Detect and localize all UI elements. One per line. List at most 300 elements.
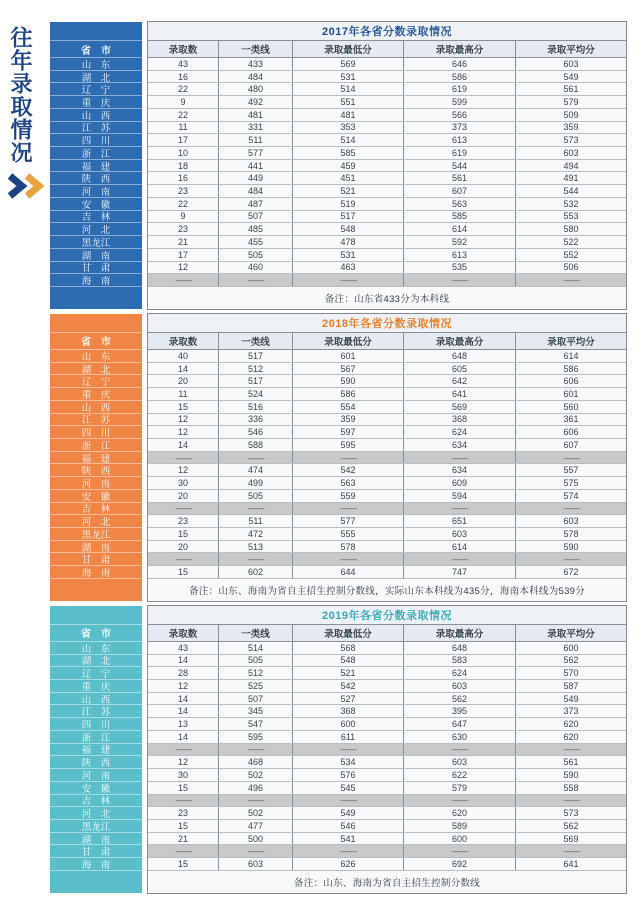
score-cell: 474 bbox=[219, 464, 293, 476]
score-cell: 12 bbox=[148, 464, 219, 476]
province-cell: 安 徽 bbox=[50, 782, 142, 795]
score-cell: 14 bbox=[148, 731, 219, 743]
province-cell: 山 东 bbox=[50, 350, 142, 363]
table-row bbox=[148, 236, 626, 249]
sidebar bbox=[6, 26, 48, 204]
province-cell: 河 南 bbox=[50, 185, 142, 198]
score-cell: 561 bbox=[404, 172, 516, 184]
province-cell: 浙 江 bbox=[50, 439, 142, 452]
table-row bbox=[148, 211, 626, 224]
table-row bbox=[148, 198, 626, 211]
score-cell: 646 bbox=[404, 58, 516, 70]
score-cell: 601 bbox=[516, 388, 626, 400]
province-cell: 甘 肃 bbox=[50, 845, 142, 858]
score-cell: —— bbox=[516, 452, 626, 464]
score-cell: 459 bbox=[293, 160, 404, 172]
score-cell: 560 bbox=[516, 401, 626, 413]
table-row bbox=[148, 363, 626, 376]
score-cell: 588 bbox=[219, 439, 293, 451]
score-cell: 562 bbox=[516, 655, 626, 667]
table-row bbox=[148, 439, 626, 452]
score-cell: 607 bbox=[516, 439, 626, 451]
table-row bbox=[148, 731, 626, 744]
score-cell: 368 bbox=[404, 414, 516, 426]
score-cell: 603 bbox=[219, 858, 293, 870]
province-cell: 山 东 bbox=[50, 58, 142, 71]
column-header: 一类线 bbox=[219, 41, 293, 57]
score-cell: 517 bbox=[293, 211, 404, 223]
province-header-cell: 省 市 bbox=[50, 625, 142, 642]
province-cell: 黑龙江 bbox=[50, 528, 142, 541]
province-cell: 山 西 bbox=[50, 693, 142, 706]
table-row bbox=[148, 426, 626, 439]
score-cell: 546 bbox=[293, 820, 404, 832]
score-cell: 607 bbox=[404, 185, 516, 197]
score-cell: 585 bbox=[293, 147, 404, 159]
score-cell: —— bbox=[516, 845, 626, 857]
score-cell: 15 bbox=[148, 528, 219, 540]
score-cell: 14 bbox=[148, 363, 219, 375]
table-row bbox=[148, 553, 626, 566]
score-cell: 569 bbox=[293, 58, 404, 70]
score-cell: 619 bbox=[404, 147, 516, 159]
score-cell: —— bbox=[404, 795, 516, 807]
score-cell: 583 bbox=[404, 655, 516, 667]
score-cell: 359 bbox=[293, 414, 404, 426]
score-cell: 13 bbox=[148, 718, 219, 730]
score-cell: 23 bbox=[148, 223, 219, 235]
score-cell: 12 bbox=[148, 262, 219, 274]
score-cell: 567 bbox=[293, 363, 404, 375]
score-cell: 455 bbox=[219, 236, 293, 248]
table-row bbox=[148, 680, 626, 693]
score-cell: 620 bbox=[404, 807, 516, 819]
table-title: 2018年各省分数录取情况 bbox=[148, 314, 626, 332]
strip-note-spacer bbox=[50, 579, 142, 601]
score-cell: 585 bbox=[404, 211, 516, 223]
score-cell: 557 bbox=[516, 464, 626, 476]
score-cell: —— bbox=[293, 845, 404, 857]
score-cell: 20 bbox=[148, 490, 219, 502]
province-cell: 吉 林 bbox=[50, 211, 142, 224]
score-cell: 514 bbox=[219, 642, 293, 654]
table-row bbox=[148, 83, 626, 96]
table-row bbox=[148, 693, 626, 706]
table-note: 备注：山东、海南为省自主招生控制分数线，实际山东本科线为435分，海南本科线为539分 bbox=[148, 579, 626, 601]
score-cell: 594 bbox=[404, 490, 516, 502]
score-cell: 573 bbox=[516, 807, 626, 819]
province-cell: 陕 西 bbox=[50, 464, 142, 477]
table-row bbox=[148, 528, 626, 541]
table-row bbox=[148, 769, 626, 782]
score-cell: 43 bbox=[148, 58, 219, 70]
column-header: 录取平均分 bbox=[516, 625, 626, 641]
score-cell: 23 bbox=[148, 515, 219, 527]
table-row bbox=[148, 503, 626, 516]
table-row bbox=[148, 807, 626, 820]
table-row bbox=[148, 388, 626, 401]
score-cell: 647 bbox=[404, 718, 516, 730]
score-cell: 611 bbox=[293, 731, 404, 743]
province-cell: 江 苏 bbox=[50, 705, 142, 718]
table-row bbox=[148, 541, 626, 554]
score-cell: 558 bbox=[516, 782, 626, 794]
score-cell: 603 bbox=[516, 515, 626, 527]
score-cell: 541 bbox=[293, 833, 404, 845]
table-row bbox=[148, 147, 626, 160]
score-cell: 597 bbox=[293, 426, 404, 438]
column-header-row bbox=[148, 625, 626, 642]
score-cell: 506 bbox=[516, 262, 626, 274]
strip-title-spacer bbox=[50, 22, 142, 41]
table-row bbox=[148, 160, 626, 173]
score-cell: 622 bbox=[404, 769, 516, 781]
score-cell: 513 bbox=[219, 541, 293, 553]
score-cell: 433 bbox=[219, 58, 293, 70]
score-cell: —— bbox=[293, 503, 404, 515]
score-cell: 516 bbox=[219, 401, 293, 413]
table-row bbox=[148, 401, 626, 414]
strip-title-spacer bbox=[50, 606, 142, 625]
score-cell: —— bbox=[516, 503, 626, 515]
column-header: 录取数 bbox=[148, 41, 219, 57]
note-row bbox=[148, 579, 626, 601]
score-cell: —— bbox=[219, 503, 293, 515]
score-cell: 373 bbox=[404, 122, 516, 134]
province-cell: 湖 北 bbox=[50, 363, 142, 376]
score-cell: —— bbox=[516, 744, 626, 756]
score-cell: 9 bbox=[148, 211, 219, 223]
score-cell: —— bbox=[404, 503, 516, 515]
score-cell: 505 bbox=[219, 655, 293, 667]
score-cell: 480 bbox=[219, 83, 293, 95]
admissions-table-2018 bbox=[50, 313, 627, 602]
score-cell: 514 bbox=[293, 83, 404, 95]
province-cell: 辽 宁 bbox=[50, 375, 142, 388]
score-cell: 15 bbox=[148, 782, 219, 794]
score-cell: —— bbox=[293, 744, 404, 756]
score-cell: —— bbox=[404, 553, 516, 565]
province-cell: 湖 南 bbox=[50, 249, 142, 262]
score-cell: 14 bbox=[148, 655, 219, 667]
score-cell: 579 bbox=[404, 782, 516, 794]
score-cell: 531 bbox=[293, 249, 404, 261]
province-cell: 浙 江 bbox=[50, 731, 142, 744]
score-cell: 20 bbox=[148, 541, 219, 553]
province-cell: 海 南 bbox=[50, 566, 142, 579]
score-cell: 575 bbox=[516, 477, 626, 489]
score-cell: 590 bbox=[516, 769, 626, 781]
table-title-row bbox=[148, 314, 626, 333]
score-cell: 619 bbox=[404, 83, 516, 95]
score-cell: 570 bbox=[516, 667, 626, 679]
score-cell: 509 bbox=[516, 109, 626, 121]
column-header: 录取最高分 bbox=[404, 625, 516, 641]
score-cell: 614 bbox=[516, 350, 626, 362]
table-title-row bbox=[148, 22, 626, 41]
score-cell: 573 bbox=[516, 134, 626, 146]
score-cell: 373 bbox=[516, 705, 626, 717]
score-cell: 15 bbox=[148, 820, 219, 832]
table-row bbox=[148, 477, 626, 490]
table-row bbox=[148, 414, 626, 427]
score-cell: 15 bbox=[148, 401, 219, 413]
score-cell: 544 bbox=[516, 185, 626, 197]
score-cell: 566 bbox=[404, 109, 516, 121]
score-cell: 544 bbox=[404, 160, 516, 172]
province-cell: 甘 肃 bbox=[50, 262, 142, 275]
table-row bbox=[148, 667, 626, 680]
score-cell: 361 bbox=[516, 414, 626, 426]
score-cell: 609 bbox=[404, 477, 516, 489]
score-cell: 576 bbox=[293, 769, 404, 781]
column-header: 一类线 bbox=[219, 333, 293, 349]
province-cell: 河 北 bbox=[50, 515, 142, 528]
score-cell: 569 bbox=[516, 833, 626, 845]
table-row bbox=[148, 833, 626, 846]
score-cell: 599 bbox=[404, 96, 516, 108]
score-cell: 589 bbox=[404, 820, 516, 832]
score-cell: —— bbox=[404, 452, 516, 464]
score-cell: 511 bbox=[219, 515, 293, 527]
score-cell: 12 bbox=[148, 756, 219, 768]
score-cell: —— bbox=[404, 274, 516, 286]
score-cell: 527 bbox=[293, 693, 404, 705]
score-cell: 18 bbox=[148, 160, 219, 172]
score-cell: 600 bbox=[404, 833, 516, 845]
score-cell: 491 bbox=[516, 172, 626, 184]
score-cell: 551 bbox=[293, 96, 404, 108]
province-cell: 安 徽 bbox=[50, 198, 142, 211]
score-cell: 601 bbox=[293, 350, 404, 362]
province-cell: 黑龙江 bbox=[50, 236, 142, 249]
score-cell: 525 bbox=[219, 680, 293, 692]
score-cell: 554 bbox=[293, 401, 404, 413]
score-cell: 484 bbox=[219, 71, 293, 83]
score-cell: 642 bbox=[404, 375, 516, 387]
note-row bbox=[148, 287, 626, 309]
admissions-table-2019 bbox=[50, 605, 627, 894]
score-cell: 12 bbox=[148, 414, 219, 426]
score-cell: 626 bbox=[293, 858, 404, 870]
score-cell: —— bbox=[148, 452, 219, 464]
data-column bbox=[147, 21, 627, 310]
score-cell: 577 bbox=[293, 515, 404, 527]
province-cell: 陕 西 bbox=[50, 172, 142, 185]
score-cell: 590 bbox=[293, 375, 404, 387]
table-title-row bbox=[148, 606, 626, 625]
score-cell: 512 bbox=[219, 363, 293, 375]
province-cell: 海 南 bbox=[50, 274, 142, 287]
score-cell: 586 bbox=[404, 71, 516, 83]
score-cell: 22 bbox=[148, 198, 219, 210]
score-cell: 747 bbox=[404, 566, 516, 578]
province-cell: 河 北 bbox=[50, 223, 142, 236]
score-cell: 23 bbox=[148, 807, 219, 819]
score-cell: 624 bbox=[404, 426, 516, 438]
province-cell: 海 南 bbox=[50, 858, 142, 871]
score-cell: 477 bbox=[219, 820, 293, 832]
table-row bbox=[148, 490, 626, 503]
table-note: 备注：山东、海南为省自主招生控制分数线 bbox=[148, 871, 626, 893]
score-cell: 672 bbox=[516, 566, 626, 578]
province-cell: 湖 南 bbox=[50, 833, 142, 846]
score-cell: 517 bbox=[219, 350, 293, 362]
score-cell: —— bbox=[293, 795, 404, 807]
table-row bbox=[148, 795, 626, 808]
score-cell: 494 bbox=[516, 160, 626, 172]
score-cell: 586 bbox=[516, 363, 626, 375]
table-row bbox=[148, 744, 626, 757]
score-cell: 17 bbox=[148, 249, 219, 261]
score-cell: 22 bbox=[148, 109, 219, 121]
table-title: 2017年各省分数录取情况 bbox=[148, 22, 626, 40]
score-cell: 20 bbox=[148, 375, 219, 387]
column-header: 录取平均分 bbox=[516, 333, 626, 349]
strip-note-spacer bbox=[50, 871, 142, 893]
table-row bbox=[148, 756, 626, 769]
score-cell: —— bbox=[219, 553, 293, 565]
note-row bbox=[148, 871, 626, 893]
score-cell: 368 bbox=[293, 705, 404, 717]
table-row bbox=[148, 718, 626, 731]
score-cell: 531 bbox=[293, 71, 404, 83]
score-cell: —— bbox=[148, 274, 219, 286]
score-cell: 9 bbox=[148, 96, 219, 108]
score-cell: 568 bbox=[293, 642, 404, 654]
score-cell: 17 bbox=[148, 134, 219, 146]
score-cell: 484 bbox=[219, 185, 293, 197]
column-header-row bbox=[148, 41, 626, 58]
score-cell: 468 bbox=[219, 756, 293, 768]
score-cell: —— bbox=[293, 553, 404, 565]
score-cell: 548 bbox=[293, 223, 404, 235]
score-cell: 614 bbox=[404, 541, 516, 553]
score-cell: —— bbox=[219, 845, 293, 857]
score-cell: 21 bbox=[148, 236, 219, 248]
province-column bbox=[50, 21, 142, 310]
score-cell: 522 bbox=[516, 236, 626, 248]
score-cell: 574 bbox=[516, 490, 626, 502]
column-header-row bbox=[148, 333, 626, 350]
column-header: 录取数 bbox=[148, 333, 219, 349]
table-row bbox=[148, 375, 626, 388]
province-cell: 黑龙江 bbox=[50, 820, 142, 833]
score-cell: —— bbox=[293, 452, 404, 464]
column-header: 录取数 bbox=[148, 625, 219, 641]
score-cell: 577 bbox=[219, 147, 293, 159]
score-cell: 11 bbox=[148, 122, 219, 134]
score-cell: 602 bbox=[219, 566, 293, 578]
province-cell: 重 庆 bbox=[50, 680, 142, 693]
score-cell: 563 bbox=[404, 198, 516, 210]
score-cell: 511 bbox=[219, 134, 293, 146]
score-cell: 562 bbox=[404, 693, 516, 705]
table-row bbox=[148, 858, 626, 871]
score-cell: 613 bbox=[404, 134, 516, 146]
score-cell: 535 bbox=[404, 262, 516, 274]
score-cell: 595 bbox=[293, 439, 404, 451]
score-cell: 502 bbox=[219, 769, 293, 781]
score-cell: 30 bbox=[148, 769, 219, 781]
score-cell: 549 bbox=[516, 71, 626, 83]
table-row bbox=[148, 134, 626, 147]
column-header: 录取最高分 bbox=[404, 333, 516, 349]
province-cell: 四 川 bbox=[50, 134, 142, 147]
score-cell: 481 bbox=[219, 109, 293, 121]
score-cell: 549 bbox=[293, 807, 404, 819]
score-cell: —— bbox=[148, 503, 219, 515]
score-cell: 542 bbox=[293, 680, 404, 692]
score-cell: 586 bbox=[293, 388, 404, 400]
score-cell: 547 bbox=[219, 718, 293, 730]
province-cell: 四 川 bbox=[50, 718, 142, 731]
score-cell: 532 bbox=[516, 198, 626, 210]
tables-container bbox=[50, 21, 627, 897]
score-cell: —— bbox=[148, 744, 219, 756]
score-cell: 487 bbox=[219, 198, 293, 210]
score-cell: 500 bbox=[219, 833, 293, 845]
score-cell: 553 bbox=[516, 211, 626, 223]
province-cell: 河 南 bbox=[50, 477, 142, 490]
province-cell: 河 南 bbox=[50, 769, 142, 782]
score-cell: 620 bbox=[516, 731, 626, 743]
score-cell: 600 bbox=[293, 718, 404, 730]
province-cell: 辽 宁 bbox=[50, 667, 142, 680]
table-row bbox=[148, 515, 626, 528]
table-row bbox=[148, 782, 626, 795]
score-cell: 579 bbox=[516, 96, 626, 108]
score-cell: 40 bbox=[148, 350, 219, 362]
score-cell: 12 bbox=[148, 680, 219, 692]
table-row bbox=[148, 274, 626, 287]
score-cell: 549 bbox=[516, 693, 626, 705]
score-cell: 600 bbox=[516, 642, 626, 654]
score-cell: 353 bbox=[293, 122, 404, 134]
province-cell: 山 西 bbox=[50, 109, 142, 122]
table-row bbox=[148, 122, 626, 135]
table-row bbox=[148, 185, 626, 198]
table-row bbox=[148, 845, 626, 858]
score-cell: —— bbox=[516, 553, 626, 565]
score-cell: 634 bbox=[404, 439, 516, 451]
province-cell: 湖 南 bbox=[50, 541, 142, 554]
score-cell: 559 bbox=[293, 490, 404, 502]
score-cell: 16 bbox=[148, 172, 219, 184]
table-row bbox=[148, 223, 626, 236]
score-cell: 460 bbox=[219, 262, 293, 274]
score-cell: 478 bbox=[293, 236, 404, 248]
table-row bbox=[148, 566, 626, 579]
score-cell: 10 bbox=[148, 147, 219, 159]
score-cell: 542 bbox=[293, 464, 404, 476]
score-cell: 578 bbox=[516, 528, 626, 540]
province-cell: 陕 西 bbox=[50, 756, 142, 769]
score-cell: 521 bbox=[293, 185, 404, 197]
double-chevron-right-icon bbox=[7, 173, 48, 204]
score-cell: 613 bbox=[404, 249, 516, 261]
score-cell: 449 bbox=[219, 172, 293, 184]
province-cell: 湖 北 bbox=[50, 71, 142, 84]
table-row bbox=[148, 262, 626, 275]
score-cell: 14 bbox=[148, 439, 219, 451]
strip-title-spacer bbox=[50, 314, 142, 333]
score-cell: 592 bbox=[404, 236, 516, 248]
score-cell: 552 bbox=[516, 249, 626, 261]
score-cell: 587 bbox=[516, 680, 626, 692]
data-column bbox=[147, 313, 627, 602]
score-cell: 580 bbox=[516, 223, 626, 235]
